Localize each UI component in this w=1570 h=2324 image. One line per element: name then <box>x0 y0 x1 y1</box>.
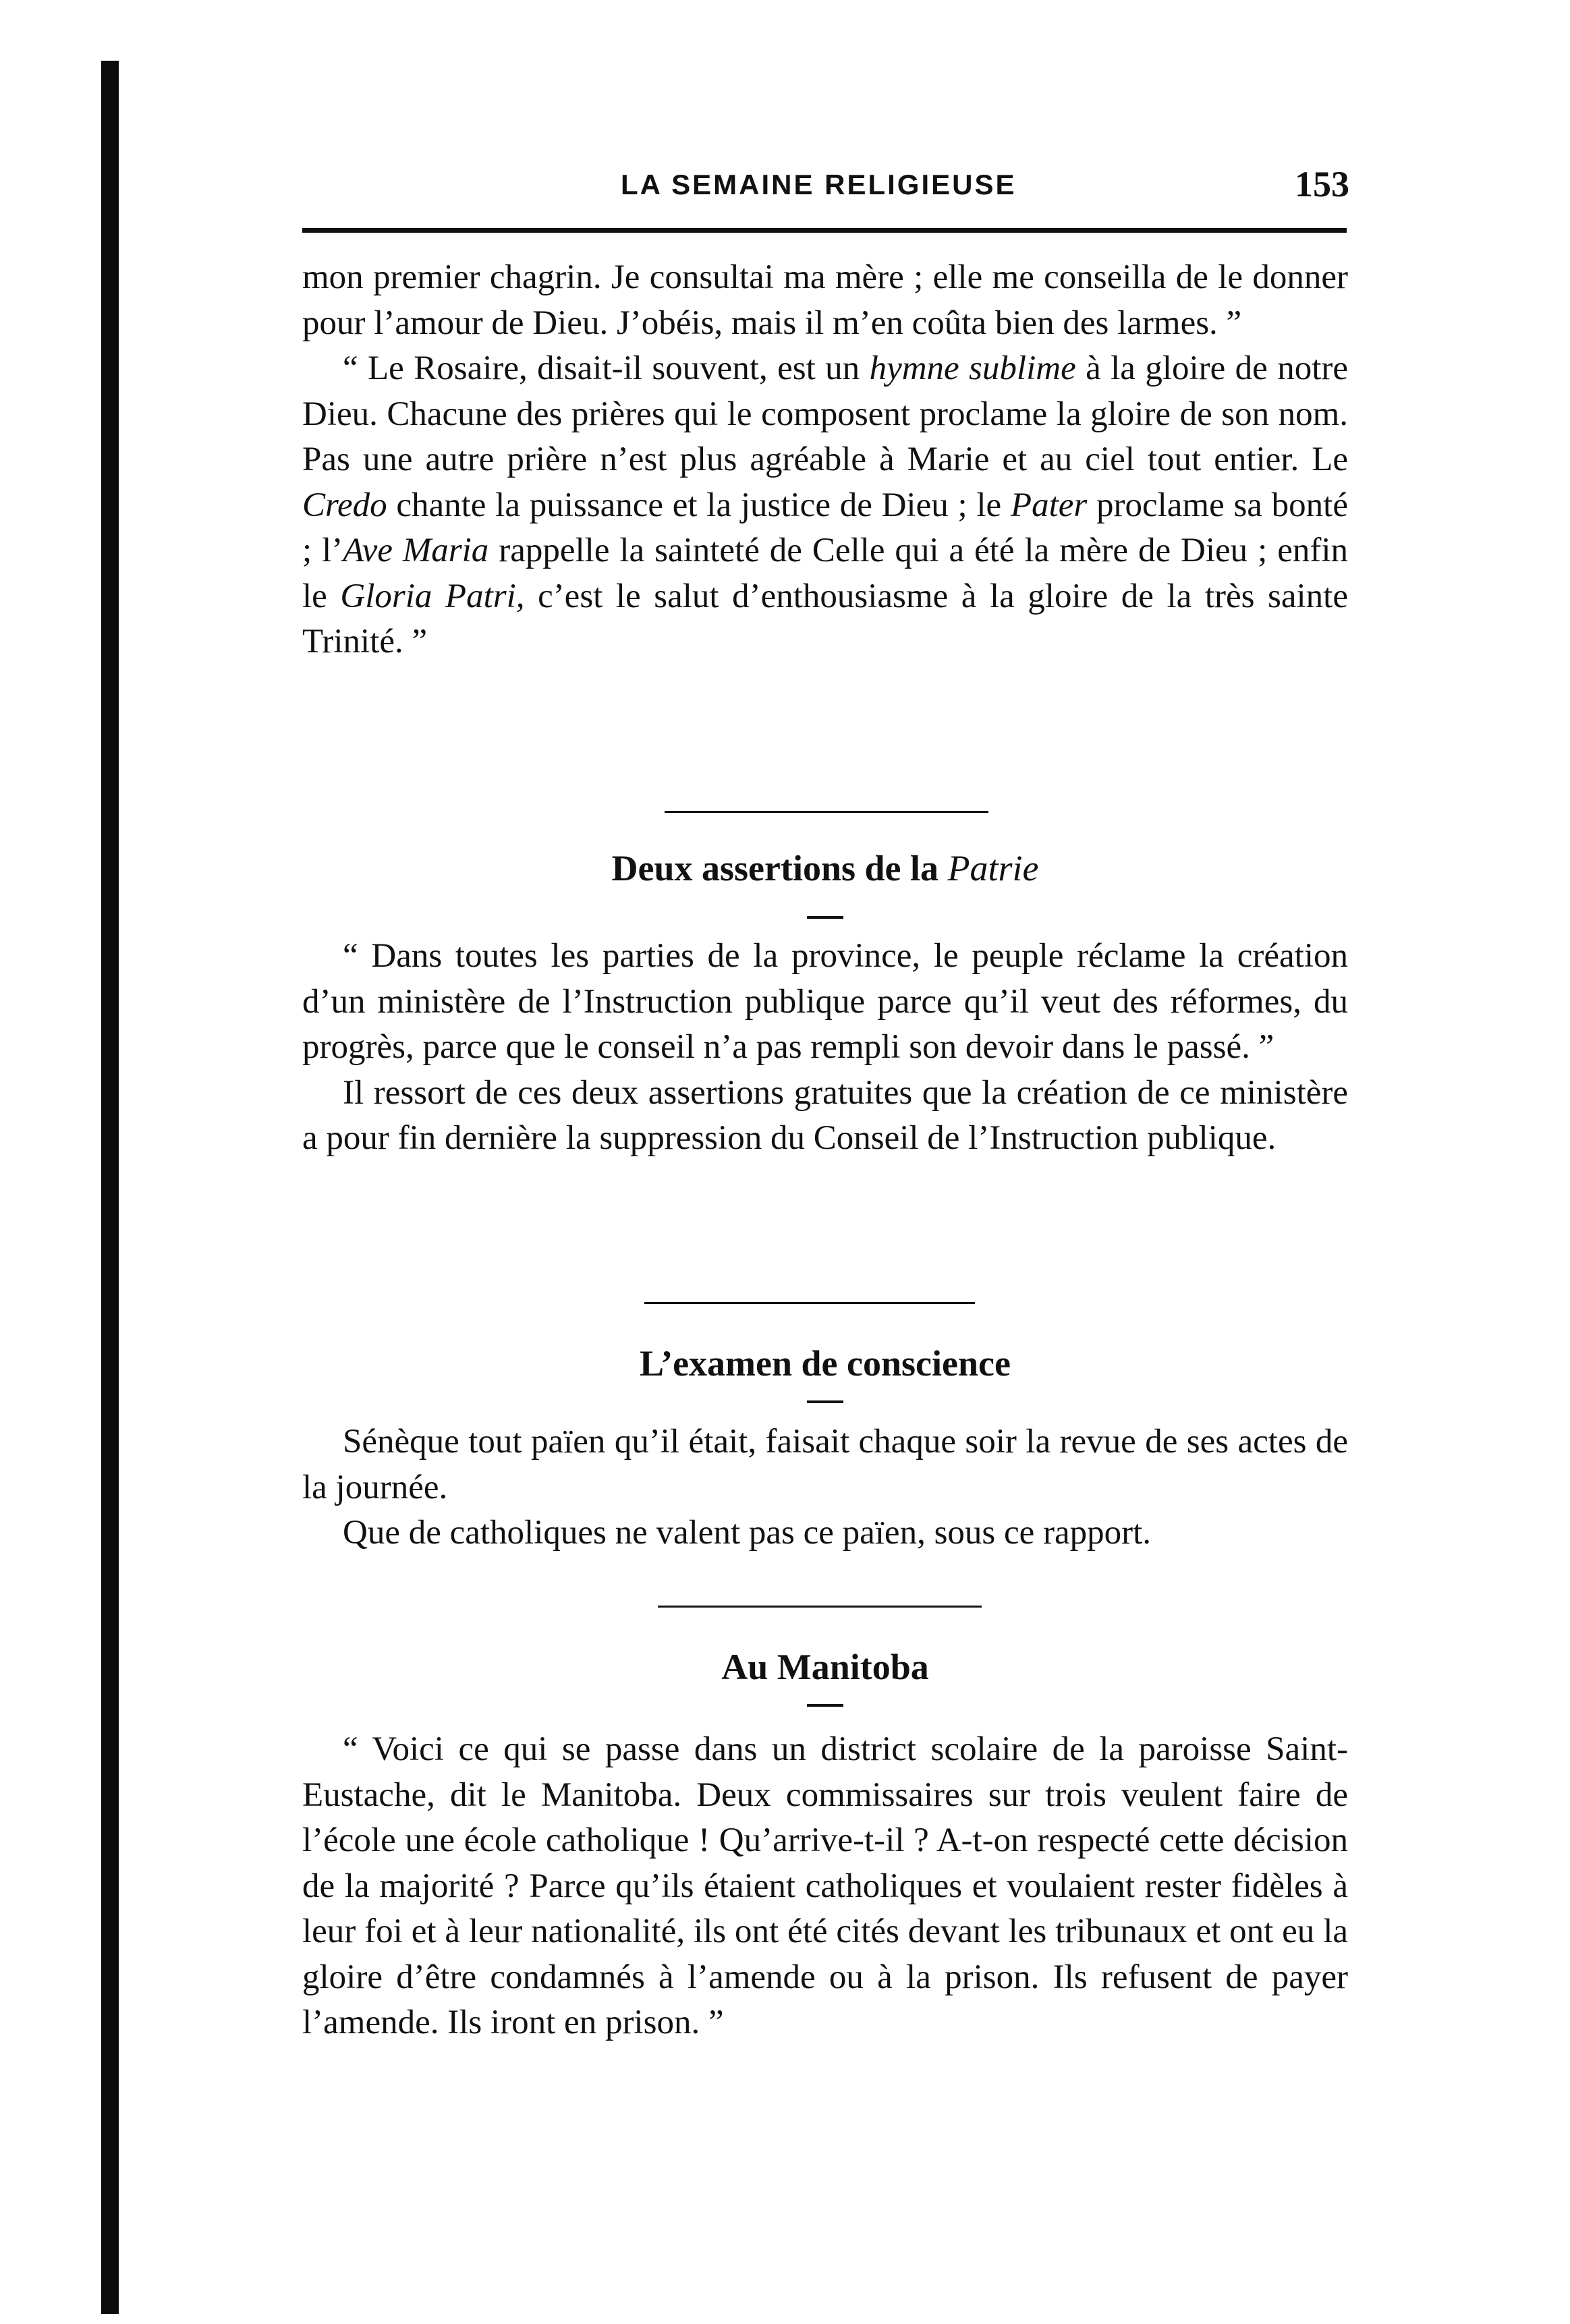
section-patrie-text <box>302 934 1348 1162</box>
text-run: à la gloire de notre Dieu. Chacune des prières qui le composent proclame la gloire de son nom. Pas une autre prière n’est plus agréable à Marie et au ciel tout entier. Le <box>302 349 1348 478</box>
section-manitoba-text <box>302 1727 1348 2046</box>
heading-dash <box>807 1400 843 1403</box>
text-run: “ Le Rosaire, disait-il souvent, est un <box>343 349 870 387</box>
page-binding-edge <box>101 61 119 2314</box>
manitoba-paragraph-1: “ Voici ce qui se passe dans un district scolaire de la paroisse Saint-Eustache, dit le Manitoba. Deux commissaires sur trois veulent faire de l’école une école catholique ! Qu’arrive-t-il ? A-t-on respecté cette décision de la majorité ? Parce qu’ils étaient catholiques et voulaient rester fidèles à leur foi et à leur nationalité, ils ont été cités devant les tribunaux et ont eu la gloire d’être condamnés à l’amende ou à la prison. Ils refusent de payer l’amende. Ils iront en prison. ” <box>302 1730 1348 2041</box>
patrie-paragraph-2: Il ressort de ces deux assertions gratuites que la création de ce ministère a pour fin dernière la suppression du Conseil de l’Instruction publique. <box>302 1073 1348 1157</box>
text-run: rappelle la sainteté de Celle qui a été la mère de Dieu ; enfin le <box>302 532 1348 615</box>
page-header <box>297 164 1349 216</box>
section-heading-manitoba: Au Manitoba <box>721 1647 929 1687</box>
intro-paragraph-2 <box>302 346 1348 665</box>
emphasis: Gloria Patri, <box>340 577 525 615</box>
heading-text: Deux assertions de la <box>611 848 948 888</box>
examen-paragraph-1: Sénèque tout païen qu’il était, faisait chaque soir la revue de ses actes de la journée. <box>302 1423 1348 1506</box>
text-run: chante la puissance et la justice de Dieu ; le <box>387 486 1011 524</box>
running-title: LA SEMAINE RELIGIEUSE <box>621 169 1017 200</box>
text-run: c’est le salut d’enthousiasme à la gloire de la très sainte Trinité. ” <box>302 577 1348 660</box>
section-separator <box>665 811 988 813</box>
intro-text <box>302 255 1348 665</box>
emphasis: Ave Maria <box>343 532 489 569</box>
section-separator <box>644 1302 975 1304</box>
section-separator <box>658 1606 982 1608</box>
examen-paragraph-2: Que de catholiques ne valent pas ce païen, sous ce rapport. <box>343 1514 1152 1552</box>
section-examen-text <box>302 1419 1348 1556</box>
text-run: proclame sa bonté ; l’ <box>302 486 1348 569</box>
heading-emphasis: Patrie <box>947 848 1039 888</box>
emphasis: Pater <box>1010 486 1088 524</box>
section-heading-patrie <box>302 847 1348 889</box>
emphasis: Credo <box>302 486 387 524</box>
emphasis: hymne sublime <box>869 349 1076 387</box>
page-number: 153 <box>1295 164 1349 204</box>
heading-dash <box>807 1704 843 1707</box>
header-rule <box>302 228 1347 233</box>
heading-dash <box>807 916 843 919</box>
patrie-paragraph-1: “ Dans toutes les parties de la province, le peuple réclame la création d’un ministère de l’Instruction publique parce qu’il veut des réformes, du progrès, parce que le conseil n’a pas rempli son devoir dans le passé. ” <box>302 937 1348 1066</box>
section-heading-examen: L’examen de conscience <box>640 1343 1011 1384</box>
intro-paragraph-1: mon premier chagrin. Je consultai ma mère ; elle me conseilla de le donner pour l’amour de Dieu. J’obéis, mais il m’en coûta bien des larmes. ” <box>302 258 1348 342</box>
